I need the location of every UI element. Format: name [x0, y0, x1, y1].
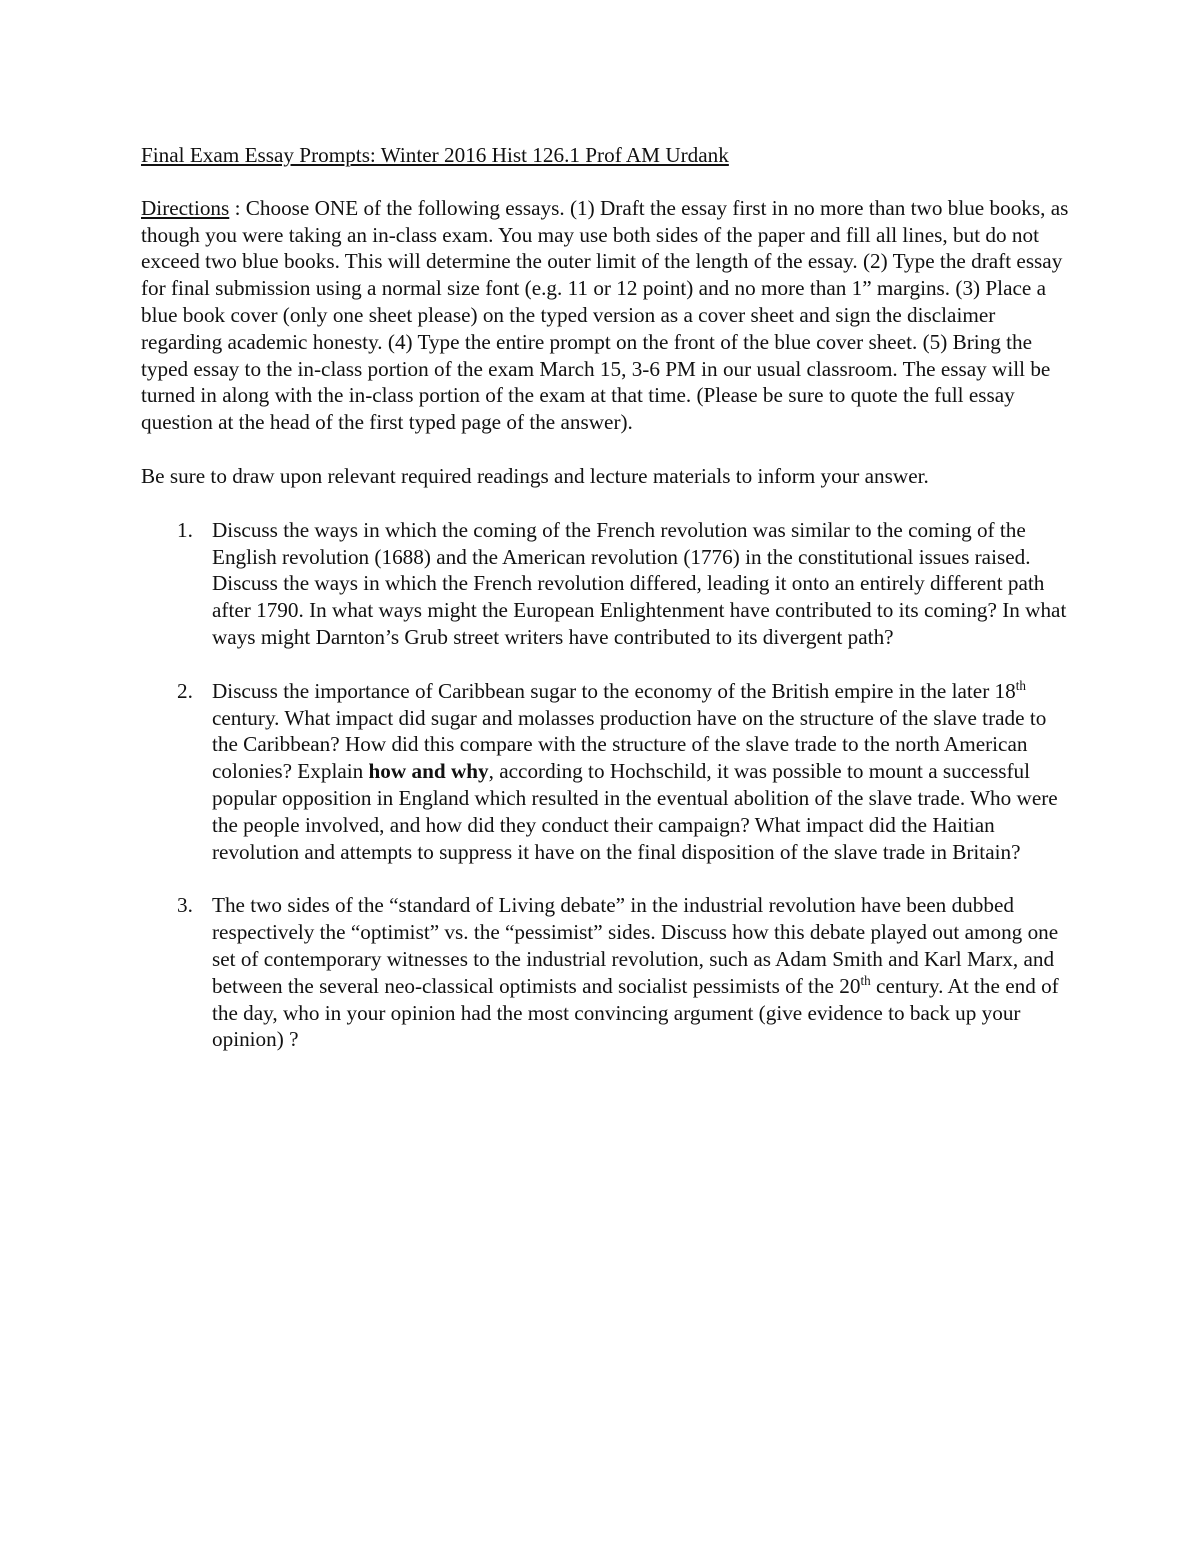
directions-paragraph	[141, 195, 1071, 436]
instruction-note: Be sure to draw upon relevant required readings and lecture materials to inform your answer.	[141, 463, 929, 488]
prompt-number: 1.	[177, 517, 193, 542]
prompt-item-3	[141, 892, 1071, 1053]
prompt-list	[141, 517, 1071, 1053]
directions-label: Directions	[141, 195, 230, 220]
prompt-text: The two sides of the “standard of Living debate” in the industrial revolution have been dubbed respectively the “optimist” vs. the “pessimist” sides. Discuss how this debate played out among one set of contemporary witnesses to the industrial revolution, such as Adam Smith and Karl Marx, and between the several neo-classical optimists and socialist pessimists of the 20	[212, 893, 1059, 998]
prompt-text: century. What impact did sugar and molasses production have on the structure of the slave trade to the Caribbean? How did this compare with the structure of the slave trade to the north American colonies? Explain	[212, 705, 1047, 784]
prompt-item-1	[141, 517, 1071, 651]
prompt-text: Discuss the ways in which the coming of the French revolution was similar to the coming of the English revolution (1688) and the American revolution (1776) in the constitutional issues raised. Discuss the ways in which the French revolution differed, leading it onto an entirely different path after 1790. In what ways might the European Enlightenment have contributed to its coming? In what ways might Darnton’s Grub street writers have contributed to its divergent path?	[212, 517, 1067, 649]
prompt-text: , according to Hochschild, it was possible to mount a successful popular opposition in England which resulted in the eventual abolition of the slave trade. Who were the people involved, and how did they conduct their campaign? What impact did the Haitian revolution and attempts to suppress it have on the final disposition of the slave trade in Britain?	[212, 759, 1058, 864]
directions-text: : Choose ONE of the following essays. (1) Draft the essay first in no more than two blue books, as though you were taking an in-class exam. You may use both sides of the paper and fill all lines, but do not exceed two blue books. This will determine the outer limit of the length of the essay. (2) Type the draft essay for final submission using a normal size font (e.g. 11 or 12 point) and no more than 1” margins. (3) Place a blue book cover (only one sheet please) on the typed version as a cover sheet and sign the disclaimer regarding academic honesty. (4) Type the entire prompt on the front of the blue cover sheet. (5) Bring the typed essay to the in-class portion of the exam March 15, 3-6 PM in our usual classroom. The essay will be turned in along with the in-class portion of the exam at that time. (Please be sure to quote the full essay question at the head of the first typed page of the answer).	[141, 195, 1069, 435]
document-title: Final Exam Essay Prompts: Winter 2016 Hist 126.1 Prof AM Urdank	[141, 143, 729, 167]
prompt-number: 3.	[177, 893, 193, 918]
document-page	[141, 142, 1071, 1080]
ordinal-suffix: th	[1015, 677, 1026, 693]
ordinal-suffix: th	[860, 972, 871, 988]
prompt-text: Discuss the importance of Caribbean sugar to the economy of the British empire in the later 18	[212, 678, 1016, 703]
prompt-item-2	[141, 678, 1071, 866]
emphasis-text: how and why	[368, 759, 489, 784]
prompt-text: century. At the end of the day, who in your opinion had the most convincing argument (give evidence to back up your opinion) ?	[212, 973, 1059, 1052]
prompt-number: 2.	[177, 678, 193, 703]
